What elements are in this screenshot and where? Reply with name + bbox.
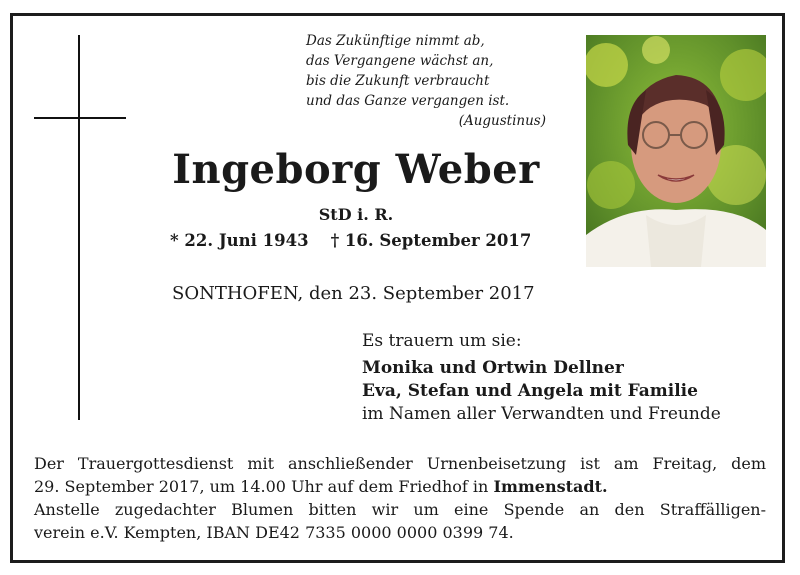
quote-line: bis die Zukunft verbraucht — [306, 73, 490, 89]
deceased-title: StD i. R. — [318, 205, 394, 224]
mourner-line: Monika und Ortwin Dellner — [362, 358, 624, 378]
quote-block — [306, 31, 546, 131]
quote-line: Das Zukünftige nimmt ab, — [306, 33, 485, 49]
deceased-name: Ingeborg Weber — [172, 146, 540, 193]
donation-text-b: verein e.V. Kempten, IBAN DE42 7335 0000 0000 0399 74. — [34, 523, 514, 542]
service-location: Immenstadt. — [493, 477, 608, 496]
life-dates — [170, 231, 531, 250]
quote-author: (Augustinus) — [458, 113, 546, 129]
donation-text-a: Anstelle zugedachter Blumen bitten wir um eine Spende an den Straffälligen- — [34, 500, 766, 519]
service-info — [34, 452, 766, 544]
mourners-block — [362, 330, 721, 426]
death-date: † 16. September 2017 — [330, 231, 532, 250]
cross-icon-vertical — [78, 35, 80, 420]
service-text-b: 29. September 2017, um 14.00 Uhr auf dem Friedhof in — [34, 477, 489, 496]
place-date: SONTHOFEN, den 23. September 2017 — [172, 283, 535, 304]
mourners-intro: Es trauern um sie: — [362, 331, 522, 351]
mourner-line: Eva, Stefan und Angela mit Familie — [362, 381, 698, 401]
cross-icon-horizontal — [34, 117, 126, 119]
portrait-photo — [586, 35, 766, 267]
birth-date: * 22. Juni 1943 — [170, 231, 309, 250]
mourner-line: im Namen aller Verwandten und Freunde — [362, 404, 721, 424]
quote-line: das Vergangene wächst an, — [306, 53, 494, 69]
service-text-a: Der Trauergottesdienst mit anschließender Urnenbeisetzung ist am Freitag, dem — [34, 454, 766, 473]
quote-line: und das Ganze vergangen ist. — [306, 93, 510, 109]
